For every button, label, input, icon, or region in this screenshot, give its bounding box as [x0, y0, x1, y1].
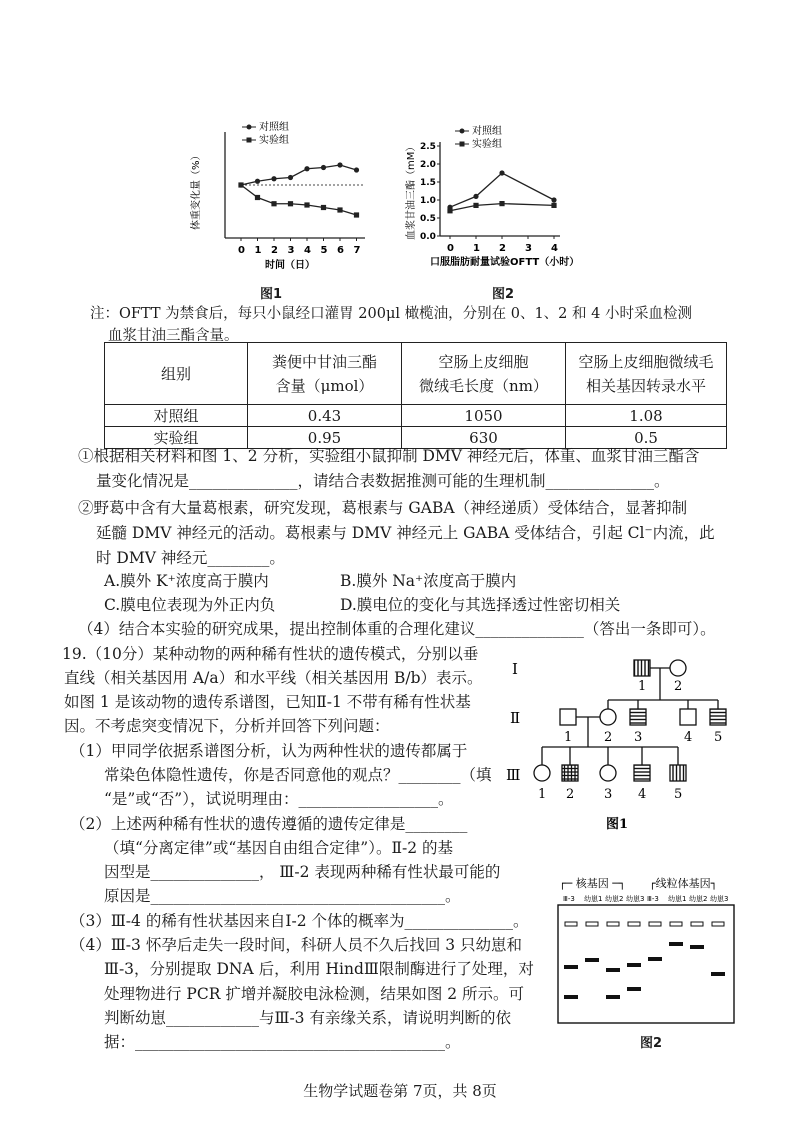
figure-2-x-tick-label: 4: [551, 243, 558, 254]
gel-band: [606, 995, 620, 999]
table-cell: 实验组: [105, 427, 248, 449]
gel-lane-label: 幼崽2: [689, 895, 708, 903]
pedigree-II-1-num: 1: [564, 730, 573, 745]
q19-4-line5: 据：________________________________________。: [104, 1033, 461, 1051]
gel-well: [586, 922, 598, 926]
pedigree-III-2-male: [562, 765, 578, 781]
gel-band: [585, 958, 599, 962]
gel-well: [691, 922, 703, 926]
figure-2-point-exp: [551, 203, 556, 208]
figure-1-point-control: [288, 175, 293, 180]
q19-2-line2: （填“分离定律”或“基因自由组合定律”）。Ⅱ-2 的基: [104, 839, 454, 857]
q18-option-c: C.膜电位表现为外正内负: [104, 596, 276, 614]
note-line-1: 注：OFTT 为禁食后，每只小鼠经口灌胃 200μl 橄榄油，分别在 0、1、2 和 4 小时采血检测: [90, 306, 692, 322]
pedigree-III-5-male: [670, 765, 686, 781]
figure-2-caption: 图2: [492, 287, 515, 302]
pedigree-III-2-num: 2: [566, 787, 575, 802]
table-header-feces: [248, 343, 402, 405]
table-cell: 1.08: [566, 405, 727, 427]
figure-1-legend-control: 对照组: [259, 122, 289, 133]
q19-line4: 因。不考虑突变情况下，分析并回答下列问题：: [64, 717, 390, 735]
figure-2-x-tick-label: 0: [447, 243, 454, 254]
pedigree-II-3-male: [630, 709, 646, 725]
table-cell: 对照组: [105, 405, 248, 427]
figure-2-point-control: [551, 197, 556, 202]
gel-band: [564, 995, 578, 999]
q19-line2: 直线（相关基因用 A/a）和水平线（相关基因用 B/b）表示。: [64, 669, 483, 687]
figure-1-x-tick-label: 6: [337, 245, 344, 256]
figure-2-x-tick-label: 1: [473, 243, 480, 254]
gel-well: [670, 922, 682, 926]
table-cell: 0.95: [248, 427, 402, 449]
gel-band: [648, 957, 662, 961]
q19-4-line2: Ⅲ-3，分别提取 DNA 后，利用 HindⅢ限制酶进行了处理，对: [104, 960, 534, 978]
figure-1-point-control: [354, 167, 359, 172]
gel-lane-label: 幼崽1: [668, 895, 687, 903]
gel-lane-label: 幼崽3: [710, 895, 729, 903]
gel-caption: 图2: [640, 1036, 663, 1051]
figure-1-x-tick-label: 0: [238, 245, 245, 256]
figure-1-point-control: [337, 162, 342, 167]
pedigree-III-3-num: 3: [604, 787, 613, 802]
pedigree-II-4-num: 4: [684, 730, 693, 745]
figure-1-point-exp: [337, 207, 342, 212]
q18-p1-line1: ①根据相关材料和图 1、2 分析，实验组小鼠抑制 DMV 神经元后，体重、血浆甘油三酯含: [78, 447, 700, 465]
gel-band: [690, 945, 704, 949]
figure-2-legend-exp: 实验组: [472, 139, 502, 150]
table-cell: 0.5: [566, 427, 727, 449]
table-header-text: 粪便中甘油三酯: [271, 352, 377, 371]
gel-well: [607, 922, 619, 926]
gel-band: [564, 965, 578, 969]
figure-1-xlabel: 时间（日）: [265, 260, 315, 271]
pedigree-chart: [500, 648, 740, 838]
figure-2-point-exp: [473, 203, 478, 208]
gel-band: [627, 987, 641, 991]
figure-2-y-tick-label: 2.0: [420, 160, 436, 170]
q19-2-line1: （2）上述两种稀有性状的遗传遵循的遗传定律是________: [70, 815, 468, 833]
pedigree-gen-2-label: Ⅱ: [510, 709, 521, 727]
figure-2-y-tick-label: 1.0: [420, 196, 436, 206]
note-line-2: 血浆甘油三酯含量。: [108, 328, 239, 344]
pedigree-II-4-male: [680, 709, 696, 725]
q19-4-line4: 判断幼崽____________与Ⅲ-3 有亲缘关系，请说明判断的依: [104, 1009, 511, 1027]
table-header-text: 空肠上皮细胞: [438, 352, 529, 371]
pedigree-III-4-male: [634, 765, 650, 781]
figure-2-x-tick-label: 2: [499, 243, 506, 254]
gel-well: [565, 922, 577, 926]
figure-2-y-tick-label: 0.0: [420, 232, 436, 242]
pedigree-III-5-num: 5: [674, 787, 683, 802]
figure-1-ylabel-text: 体重变化量（%）: [191, 150, 202, 230]
gel-group-mito-label: ┌线粒体基因┐: [649, 877, 718, 890]
q19-1-line3: “是”或“否”），试说明理由：__________________。: [104, 790, 454, 808]
q18-option-d: D.膜电位的变化与其选择透过性密切相关: [340, 596, 621, 614]
table-header-text: 相关基因转录水平: [585, 376, 706, 395]
pedigree-III-1-num: 1: [538, 787, 547, 802]
table-header-text: 微绒毛长度（nm）: [419, 376, 548, 395]
q18-p1-line2: 量变化情况是______________，请结合表数据推测可能的生理机制______________。: [96, 472, 670, 490]
q19-2-line4: 原因是______________________________________。: [104, 887, 461, 905]
figure-1-x-tick-label: 1: [254, 245, 262, 256]
pedigree-I-1-num: 1: [638, 679, 647, 694]
gel-band: [711, 972, 725, 976]
figure-2-xlabel: 口服脂肪耐量试验OFTT（小时）: [430, 257, 580, 268]
q19-4-line1: （4）Ⅲ-3 怀孕后走失一段时间，科研人员不久后找回 3 只幼崽和: [70, 936, 523, 954]
figure-2-ylabel: [404, 142, 417, 240]
gel-band: [669, 942, 683, 946]
pedigree-II-3-num: 3: [634, 730, 643, 745]
figure-1-ylabel: [189, 150, 202, 230]
pedigree-II-2-female: [600, 709, 616, 725]
figure-1-point-control: [304, 166, 309, 171]
pedigree-caption: 图1: [606, 817, 629, 832]
pedigree-II-1-male: [560, 709, 576, 725]
pedigree-II-5-num: 5: [714, 730, 723, 745]
gel-well: [628, 922, 640, 926]
figure-1-x-tick-label: 3: [287, 245, 295, 256]
figure-2-point-control: [473, 194, 478, 199]
pedigree-III-3-female: [600, 765, 616, 781]
figure-2-chart: [400, 122, 600, 282]
figure-1-caption: 图1: [260, 287, 283, 302]
pedigree-I-1-male: [634, 660, 650, 676]
figure-2-point-exp: [499, 201, 504, 206]
table-header-row: [105, 343, 727, 405]
figure-1-x-tick-label: 4: [304, 245, 311, 256]
pedigree-III-4-num: 4: [638, 787, 647, 802]
q18-p2-line1: ②野葛中含有大量葛根素，研究发现，葛根素与 GABA（神经递质）受体结合，显著抑制: [78, 499, 688, 517]
pedigree-II-2-num: 2: [604, 730, 613, 745]
figure-1-point-exp: [255, 195, 260, 200]
figure-2-y-tick-label: 0.5: [420, 214, 436, 224]
figure-1-point-control: [255, 179, 260, 184]
figure-1-point-control: [271, 176, 276, 181]
pedigree-I-2-female: [670, 660, 686, 676]
figure-1-point-exp: [304, 202, 309, 207]
gel-lane-label: Ⅲ-3: [647, 895, 659, 903]
figure-1-x-tick-label: 5: [320, 245, 328, 256]
pedigree-gen-1-label: Ⅰ: [512, 660, 518, 678]
gel-lane-label: 幼崽2: [605, 895, 624, 903]
figure-1-legend-exp: 实验组: [259, 135, 289, 146]
table-cell: 1050: [402, 405, 566, 427]
figure-1-point-control: [321, 165, 326, 170]
pedigree-III-1-female: [534, 765, 550, 781]
gel-lane-label: 幼崽3: [626, 895, 645, 903]
gel-well: [712, 922, 724, 926]
figure-2-y-tick-label: 1.5: [420, 178, 436, 188]
pedigree-I-2-num: 2: [674, 679, 683, 694]
gel-band: [606, 968, 620, 972]
gel-well: [649, 922, 661, 926]
table-header-gene: [566, 343, 727, 405]
pedigree-II-5-male: [710, 709, 726, 725]
table-cell: 630: [402, 427, 566, 449]
figure-1-point-exp: [271, 201, 276, 206]
q19-line3: 如图 1 是该动物的遗传系谱图，已知Ⅱ-1 不带有稀有性状基: [64, 693, 471, 711]
figure-2-y-tick-label: 2.5: [420, 142, 436, 152]
q19-1-line1: （1）甲同学依据系谱图分析，认为两种性状的遗传都属于: [70, 742, 468, 760]
figure-1-point-exp: [238, 182, 243, 187]
table-cell: 0.43: [248, 405, 402, 427]
q19-4-line3: 处理物进行 PCR 扩增并凝胶电泳检测，结果如图 2 所示。可: [104, 985, 525, 1003]
q18-option-a: A.膜外 K⁺浓度高于膜内: [104, 572, 269, 590]
table-header-microvilli: [402, 343, 566, 405]
gel-group-mito-text: 线粒体基因: [655, 877, 711, 890]
figure-1-point-exp: [321, 205, 326, 210]
figure-2-legend-control: 对照组: [472, 126, 502, 137]
figure-2-point-control: [499, 170, 504, 175]
q18-p2-line3: 时 DMV 神经元________。: [96, 549, 285, 567]
gel-lane-label: Ⅲ-3: [563, 895, 575, 903]
gel-figure: [553, 875, 743, 1045]
q19-1-line2: 常染色体隐性遗传，你是否同意他的观点？________（填: [104, 766, 492, 784]
q18-option-b: B.膜外 Na⁺浓度高于膜内: [340, 572, 517, 590]
gel-group-nuclear-text: 核基因: [575, 877, 609, 890]
figure-2-ylabel-text: 血浆甘油三酯（mM）: [406, 141, 417, 240]
table-header-text: 组别: [160, 365, 191, 383]
data-table: [104, 342, 727, 449]
table-row: [105, 405, 727, 427]
q19-3: （3）Ⅲ-4 的稀有性状基因来自Ⅰ-2 个体的概率为______________。: [70, 912, 529, 930]
table-header-group: [105, 343, 248, 405]
figure-1-x-tick-label: 2: [271, 245, 278, 256]
q18-part-4: （4）结合本实验的研究成果，提出控制体重的合理化建议______________（答出一条即可）。: [78, 620, 716, 638]
pedigree-gen-3-label: Ⅲ: [506, 766, 521, 784]
table-header-text: 含量（μmol）: [275, 376, 374, 395]
gel-band: [627, 963, 641, 967]
figure-2-x-tick-label: 3: [525, 243, 532, 254]
q19-2-line3: 因型是______________， Ⅲ-2 表现两种稀有性状最可能的: [104, 863, 501, 881]
figure-1-x-tick-label: 7: [353, 245, 361, 256]
gel-frame: [558, 905, 734, 1023]
gel-lane-label: 幼崽1: [584, 895, 603, 903]
page-footer: 生物学试题卷第 7页，共 8页: [303, 1082, 497, 1100]
figure-2-point-exp: [447, 208, 452, 213]
q19-line1: 19.（10分）某种动物的两种稀有性状的遗传模式，分别以垂: [62, 645, 479, 663]
q18-p2-line2: 延髓 DMV 神经元的活动。葛根素与 DMV 神经元上 GABA 受体结合，引起 Cl⁻内流，此: [96, 524, 715, 542]
table-header-text: 空肠上皮细胞微绒毛: [578, 352, 714, 371]
figure-1-point-exp: [354, 212, 359, 217]
figure-1-point-exp: [288, 201, 293, 206]
gel-group-nuclear-label: ┌─ 核基因 ─┐: [559, 877, 626, 890]
figure-1-chart: [185, 118, 385, 278]
